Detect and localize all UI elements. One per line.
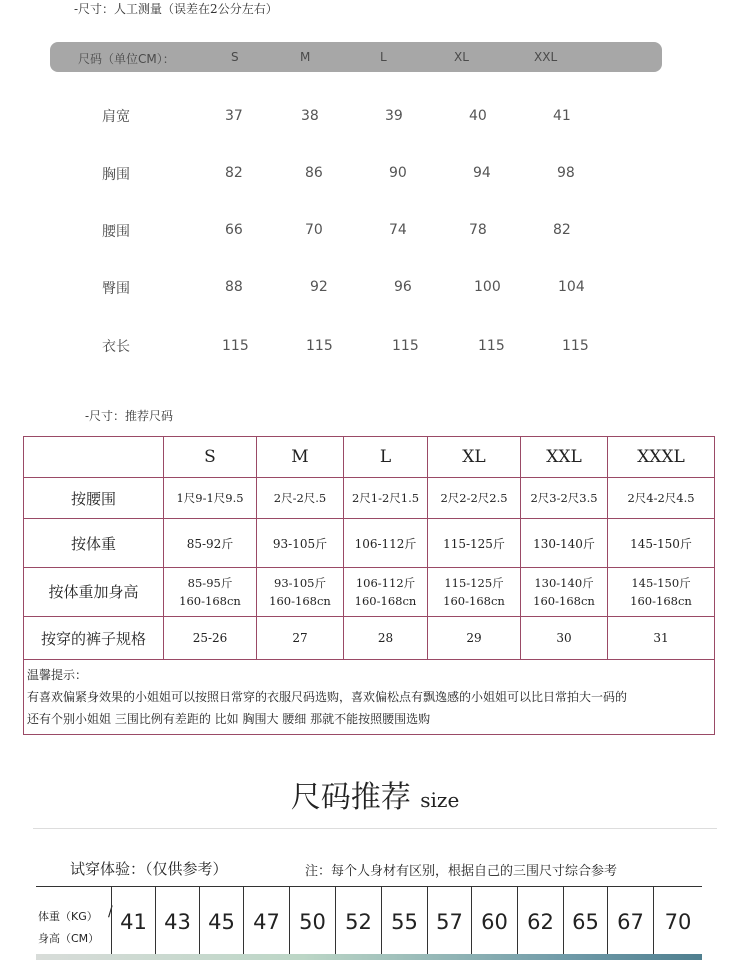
measure-row-label: 肩宽 [102,109,130,125]
cell-weight: 130-140斤 [534,576,594,590]
measure-size-xxl: XXL [534,50,558,64]
table-cell [257,568,344,617]
table-row [24,519,715,568]
cell-height: 160-168cn [269,594,331,608]
measure-cell: 115 [306,338,333,354]
weight-height-grid [36,886,702,960]
table-cell: 106-112斤 [344,519,428,568]
weight-cell [654,886,702,954]
measure-cell: 38 [301,108,319,124]
measure-cell: 78 [469,222,487,238]
table-cell: 31 [608,617,715,660]
table-row [24,478,715,519]
tips-line: 还有个别小姐姐 三围比例有差距的 比如 胸围大 腰细 那就不能按照腰围选购 [27,712,431,726]
tips-heading: 温馨提示： [27,668,88,682]
size-header: M [257,437,344,478]
measure-cell: 41 [553,108,571,124]
tips-cell [24,660,715,735]
measure-cell: 66 [225,222,243,238]
weight-cell [336,886,382,954]
table-cell: 93-105斤 [257,519,344,568]
tips-row [24,660,715,735]
measure-row-label: 腰围 [102,224,130,240]
measure-cell: 70 [305,222,323,238]
weight-value: 41 [120,910,147,934]
cell-height: 160-168cn [533,594,595,608]
table-cell: 1尺9-1尺9.5 [164,478,257,519]
measure-cell: 96 [394,279,412,295]
weight-value: 55 [391,910,418,934]
size-title-en: size [420,788,460,812]
measure-cell: 82 [225,165,243,181]
measure-size-m: M [300,50,311,64]
recommend-table [23,436,715,735]
table-cell [164,568,257,617]
weight-cell [290,886,336,954]
measure-cell: 90 [389,165,407,181]
weight-value: 43 [164,910,191,934]
measure-cell: 115 [392,338,419,354]
table-row [24,617,715,660]
measure-note: -尺寸：人工测量（误差在2公分左右） [74,2,278,16]
measure-cell: 37 [225,108,243,124]
weight-value: 70 [664,910,692,934]
weight-value: 50 [299,910,326,934]
measure-cell: 74 [389,222,407,238]
table-cell: 130-140斤 [521,519,608,568]
row-label: 按穿的裤子规格 [24,617,164,660]
weight-value: 52 [345,910,372,934]
weight-cell [472,886,518,954]
corner-slash: / [108,904,113,920]
size-title-cn: 尺码推荐 [290,780,411,815]
recommend-note: -尺寸：推荐尺码 [85,409,174,423]
size-header: L [344,437,428,478]
weight-cell [244,886,290,954]
table-cell [521,568,608,617]
table-cell: 28 [344,617,428,660]
table-cell: 30 [521,617,608,660]
trial-title: 试穿体验：（仅供参考） [70,860,228,878]
measure-cell: 115 [562,338,589,354]
table-cell [428,568,521,617]
weight-value: 45 [208,910,235,934]
table-cell: 85-92斤 [164,519,257,568]
table-cell: 2尺-2尺.5 [257,478,344,519]
measure-cell: 115 [222,338,249,354]
weight-cell [518,886,564,954]
measure-row-label: 衣长 [102,339,130,355]
table-cell: 29 [428,617,521,660]
recommend-header-row [24,437,715,478]
cell-weight: 93-105斤 [274,576,326,590]
measure-header-label: 尺码（单位CM）： [78,52,175,66]
weight-value: 47 [253,910,280,934]
cell-height: 160-168cn [630,594,692,608]
measure-size-l: L [380,50,387,64]
weight-value: 67 [617,910,644,934]
weight-cell [564,886,608,954]
measure-cell: 98 [557,165,575,181]
measure-cell: 82 [553,222,571,238]
size-header: XL [428,437,521,478]
cell-height: 160-168cn [179,594,241,608]
cell-weight: 85-95斤 [187,576,233,590]
measure-row-label: 胸围 [102,167,130,183]
cell-weight: 106-112斤 [355,576,416,590]
grid-corner-border [36,886,112,954]
corner-height-label: 身高（CM） [38,932,100,945]
measure-cell: 39 [385,108,403,124]
measure-cell: 92 [310,279,328,295]
table-cell: 27 [257,617,344,660]
measure-cell: 94 [473,165,491,181]
measure-size-s: S [231,50,239,64]
corner-weight-label: 体重（KG） [38,910,98,923]
table-corner [24,437,164,478]
table-cell: 2尺3-2尺3.5 [521,478,608,519]
table-cell: 2尺1-2尺1.5 [344,478,428,519]
weight-cell [200,886,244,954]
size-header: XXXL [608,437,715,478]
table-cell: 145-150斤 [608,519,715,568]
table-cell: 2尺4-2尺4.5 [608,478,715,519]
trial-note: 注：每个人身材有区别，根据自己的三围尺寸综合参考 [305,864,618,879]
cell-height: 160-168cn [443,594,505,608]
size-header: XXL [521,437,608,478]
weight-cell [382,886,428,954]
grid-gradient-bar [36,954,702,960]
weight-value: 65 [572,910,599,934]
measure-cell: 88 [225,279,243,295]
row-label: 按体重加身高 [24,568,164,617]
measure-row-label: 臀围 [102,281,130,297]
table-row [24,568,715,617]
weight-value: 62 [527,910,554,934]
row-label: 按体重 [24,519,164,568]
measure-cell: 100 [474,279,501,295]
weight-cell [112,886,156,954]
measure-table [0,0,750,380]
weight-cell [608,886,654,954]
weight-value: 57 [436,910,463,934]
measure-cell: 115 [478,338,505,354]
measure-cell: 104 [558,279,585,295]
table-cell [608,568,715,617]
cell-weight: 115-125斤 [444,576,504,590]
weight-value: 60 [481,910,508,934]
cell-height: 160-168cn [354,594,417,608]
measure-cell: 86 [305,165,323,181]
tips-line: 有喜欢偏紧身效果的小姐姐可以按照日常穿的衣服尺码选购，喜欢偏松点有飘逸感的小姐姐可以比日常拍大一码的 [27,690,628,704]
cell-weight: 145-150斤 [631,576,691,590]
table-cell: 25-26 [164,617,257,660]
size-section-title [0,772,750,816]
table-cell: 115-125斤 [428,519,521,568]
table-cell: 2尺2-2尺2.5 [428,478,521,519]
table-cell [344,568,428,617]
divider [33,828,717,829]
row-label: 按腰围 [24,478,164,519]
weight-cell [156,886,200,954]
size-header: S [164,437,257,478]
measure-cell: 40 [469,108,487,124]
measure-size-xl: XL [454,50,469,64]
weight-cell [428,886,472,954]
